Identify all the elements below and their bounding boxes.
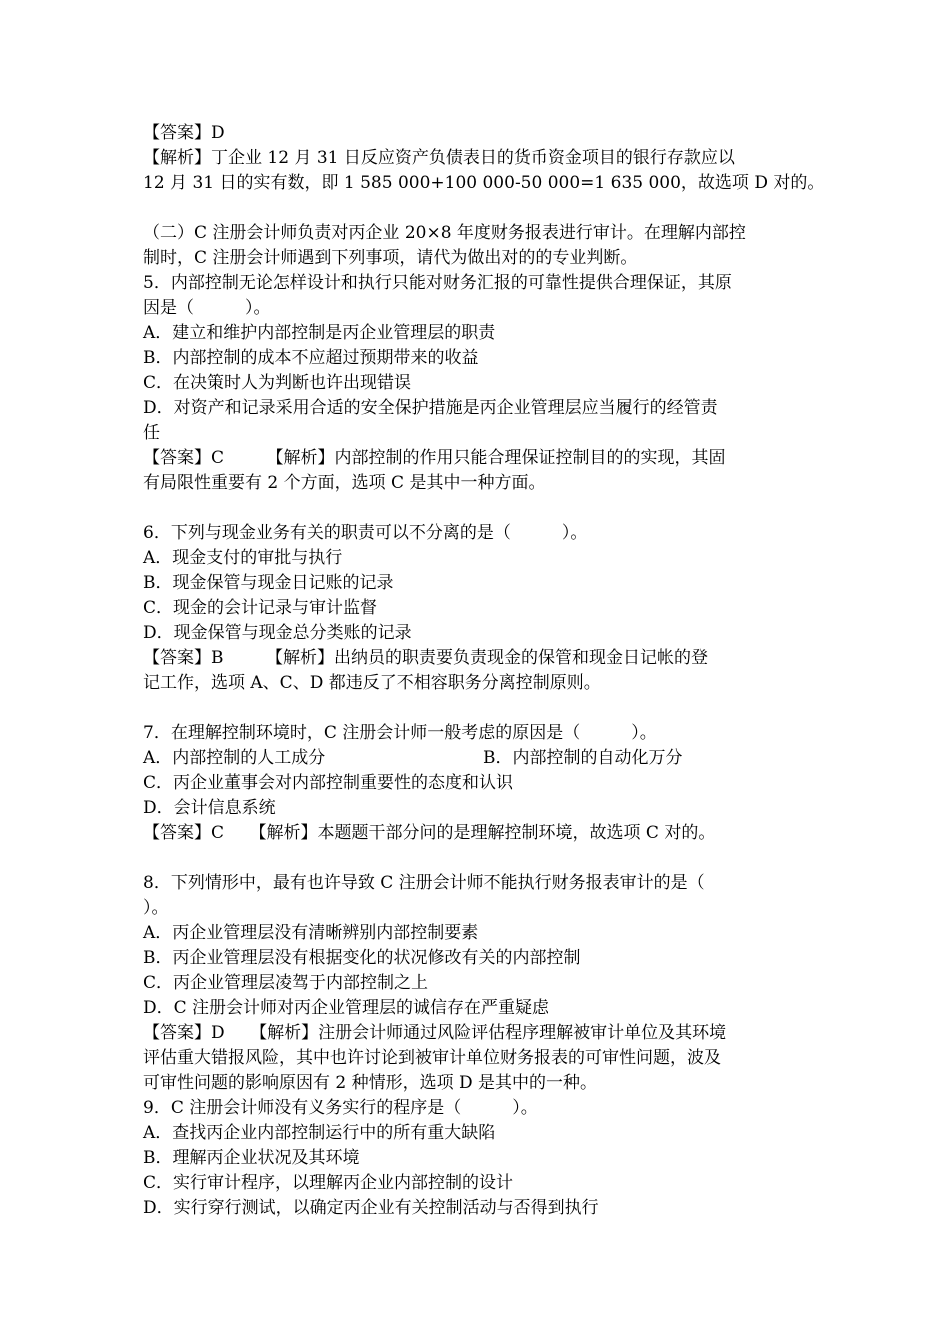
option-b: B．内部控制的成本不应超过预期带来的收益 [143,348,479,368]
question-stem: 9．C 注册会计师没有义务实行的程序是（ ）。 [143,1098,538,1118]
option-d: D．对资产和记录采用合适的安全保护措施是丙企业管理层应当履行的经管责 [143,398,718,418]
option-d: D．实行穿行测试，以确定丙企业有关控制活动与否得到执行 [143,1198,599,1218]
answer-block-q4 [143,121,825,196]
option-a: A．内部控制的人工成分 [143,748,326,768]
question-8 [143,871,813,1096]
question-stem: 因是（ ）。 [143,298,271,318]
question-7 [143,721,813,846]
intro-line: 制时，C 注册会计师遇到下列事项，请代为做出对的的专业判断。 [143,248,638,268]
question-5 [143,271,813,496]
analysis-line: 12 月 31 日的实有数，即 1 585 000+100 000-50 000=1 635 000，故选项 D 对的。 [143,173,825,193]
option-a: A．丙企业管理层没有清晰辨别内部控制要素 [143,923,479,943]
question-stem: 5．内部控制无论怎样设计和执行只能对财务汇报的可靠性提供合理保证，其原 [143,273,732,293]
intro-line: （二）C 注册会计师负责对丙企业 20×8 年度财务报表进行审计。在理解内部控 [143,223,746,243]
question-stem: 6．下列与现金业务有关的职责可以不分离的是（ ）。 [143,523,588,543]
section-intro [143,221,813,271]
option-d: D．C 注册会计师对丙企业管理层的诚信存在严重疑虑 [143,998,550,1018]
option-a: A．查找丙企业内部控制运行中的所有重大缺陷 [143,1123,496,1143]
document-body [143,121,825,1221]
analysis-line: 有局限性重要有 2 个方面，选项 C 是其中一种方面。 [143,473,546,493]
question-stem: ）。 [143,898,169,918]
answer-line: 【答案】C 【解析】本题题干部分问的是理解控制环境，故选项 C 对的。 [143,823,716,843]
option-a: A．现金支付的审批与执行 [143,548,343,568]
option-d: 任 [143,423,160,443]
option-c: C．丙企业管理层凌驾于内部控制之上 [143,973,429,993]
option-a: A．建立和维护内部控制是丙企业管理层的职责 [143,323,496,343]
answer-line: 【答案】B 【解析】出纳员的职责要负责现金的保管和现金日记帐的登 [143,648,708,668]
question-stem: 8．下列情形中，最有也许导致 C 注册会计师不能执行财务报表审计的是（ [143,873,705,893]
option-c: C．在决策时人为判断也许出现错误 [143,373,412,393]
analysis-line: 可审性问题的影响原因有 2 种情形，选项 D 是其中的一种。 [143,1073,598,1093]
option-d: D．会计信息系统 [143,798,276,818]
analysis-line: 【解析】丁企业 12 月 31 日反应资产负债表日的货币资金项目的银行存款应以 [143,148,735,168]
option-b: B．内部控制的自动化万分 [483,748,683,768]
answer-line: 【答案】C 【解析】内部控制的作用只能合理保证控制目的的实现，其固 [143,448,726,468]
analysis-line: 评估重大错报风险，其中也许讨论到被审计单位财务报表的可审性问题，波及 [143,1048,721,1068]
option-d: D．现金保管与现金总分类账的记录 [143,623,412,643]
options-row [143,746,813,771]
answer-line: 【答案】D 【解析】注册会计师通过风险评估程序理解被审计单位及其环境 [143,1023,727,1043]
option-b: B．现金保管与现金日记账的记录 [143,573,394,593]
answer-line: 【答案】D [143,123,225,143]
question-9 [143,1096,813,1221]
analysis-line: 记工作，选项 A、C、D 都违反了不相容职务分离控制原则。 [143,673,601,693]
option-c: C．现金的会计记录与审计监督 [143,598,378,618]
question-6 [143,521,813,696]
option-b: B．理解丙企业状况及其环境 [143,1148,360,1168]
option-c: C．丙企业董事会对内部控制重要性的态度和认识 [143,773,514,793]
question-stem: 7．在理解控制环境时，C 注册会计师一般考虑的原因是（ ）。 [143,723,657,743]
option-c: C．实行审计程序，以理解丙企业内部控制的设计 [143,1173,514,1193]
option-b: B．丙企业管理层没有根据变化的状况修改有关的内部控制 [143,948,581,968]
